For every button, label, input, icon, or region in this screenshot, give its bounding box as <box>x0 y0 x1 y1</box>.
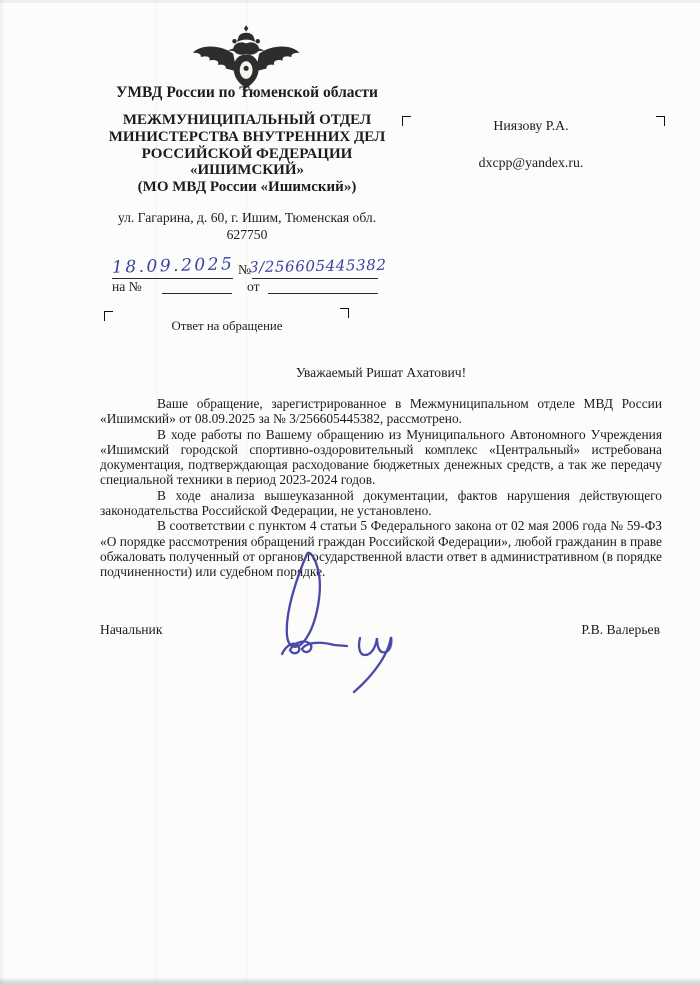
org-name-line: РОССИЙСКОЙ ФЕДЕРАЦИИ <box>141 145 353 162</box>
org-address <box>72 209 422 243</box>
letterhead <box>72 84 422 243</box>
body-paragraph: В ходе анализа вышеуказанной документации, фактов нарушения действующего законодательства Российской Федерации, не установлено. <box>100 487 662 519</box>
org-name-line: «ИШИМСКИЙ» <box>189 162 304 179</box>
handwritten-date: 18.09.2025 <box>111 254 235 278</box>
recipient-email: dxcpp@yandex.ru. <box>478 155 584 170</box>
org-name-block <box>72 112 422 196</box>
org-name-line: МИНИСТЕРСТВА ВНУТРЕННИХ ДЕЛ <box>108 128 386 145</box>
handwritten-reg-number: 3/256605445382 <box>248 255 387 277</box>
scan-edge-top <box>0 0 700 3</box>
letter-body <box>100 396 662 580</box>
body-paragraph: В ходе работы по Вашему обращению из Муниципального Автономного Учреждения «Ишимский городской спортивно-оздоровительный комплекс «Центральный» истребована документация, подтверждающая расходование бюджетных денежных средств, а так же передачу специальной техники в период 2023-2024 годов. <box>100 426 662 488</box>
postal-code: 627750 <box>226 226 268 242</box>
recipient-name: Ниязову Р.А. <box>493 118 569 133</box>
salutation: Уважаемый Ришат Ахатович! <box>295 365 467 380</box>
scan-edge-bottom <box>0 977 700 985</box>
recipient-block <box>400 118 662 171</box>
agency-top-line: УМВД России по Тюменской области <box>116 84 378 101</box>
subject-corner-mark-right <box>340 308 349 318</box>
signatory-name: Р.В. Валерьев <box>581 622 660 637</box>
scan-edge-left <box>0 0 3 985</box>
body-paragraph: Ваше обращение, зарегистрированное в Межмуниципальном отделе МВД России «Ишимский» от 08.09.2025 за № 3/256605445382, рассмотрено. <box>100 396 662 427</box>
body-paragraph: В соответствии с пунктом 4 статьи 5 Федерального закона от 02 мая 2006 года № 59-ФЗ «О порядке рассмотрения обращений граждан Российской Федерации», любой гражданин в праве обжаловать полученный от органов государственной власти ответ в административном (в порядке подчиненности) или судебном порядке. <box>100 518 662 580</box>
address-line: ул. Гагарина, д. 60, г. Ишим, Тюменская обл. <box>117 209 377 225</box>
reply-reference-label: на № <box>112 279 142 294</box>
signatory-position: Начальник <box>100 622 163 637</box>
subject-line: Ответ на обращение <box>171 319 283 333</box>
reply-number-underline <box>162 293 232 294</box>
number-underline <box>252 278 378 279</box>
reply-from-label: от <box>247 279 260 294</box>
org-name-line: (МО МВД России «Ишимский») <box>137 179 357 196</box>
reply-date-underline <box>268 293 378 294</box>
org-name-line: МЕЖМУНИЦИПАЛЬНЫЙ ОТДЕЛ <box>122 112 372 128</box>
number-sign-label: № <box>238 262 251 277</box>
